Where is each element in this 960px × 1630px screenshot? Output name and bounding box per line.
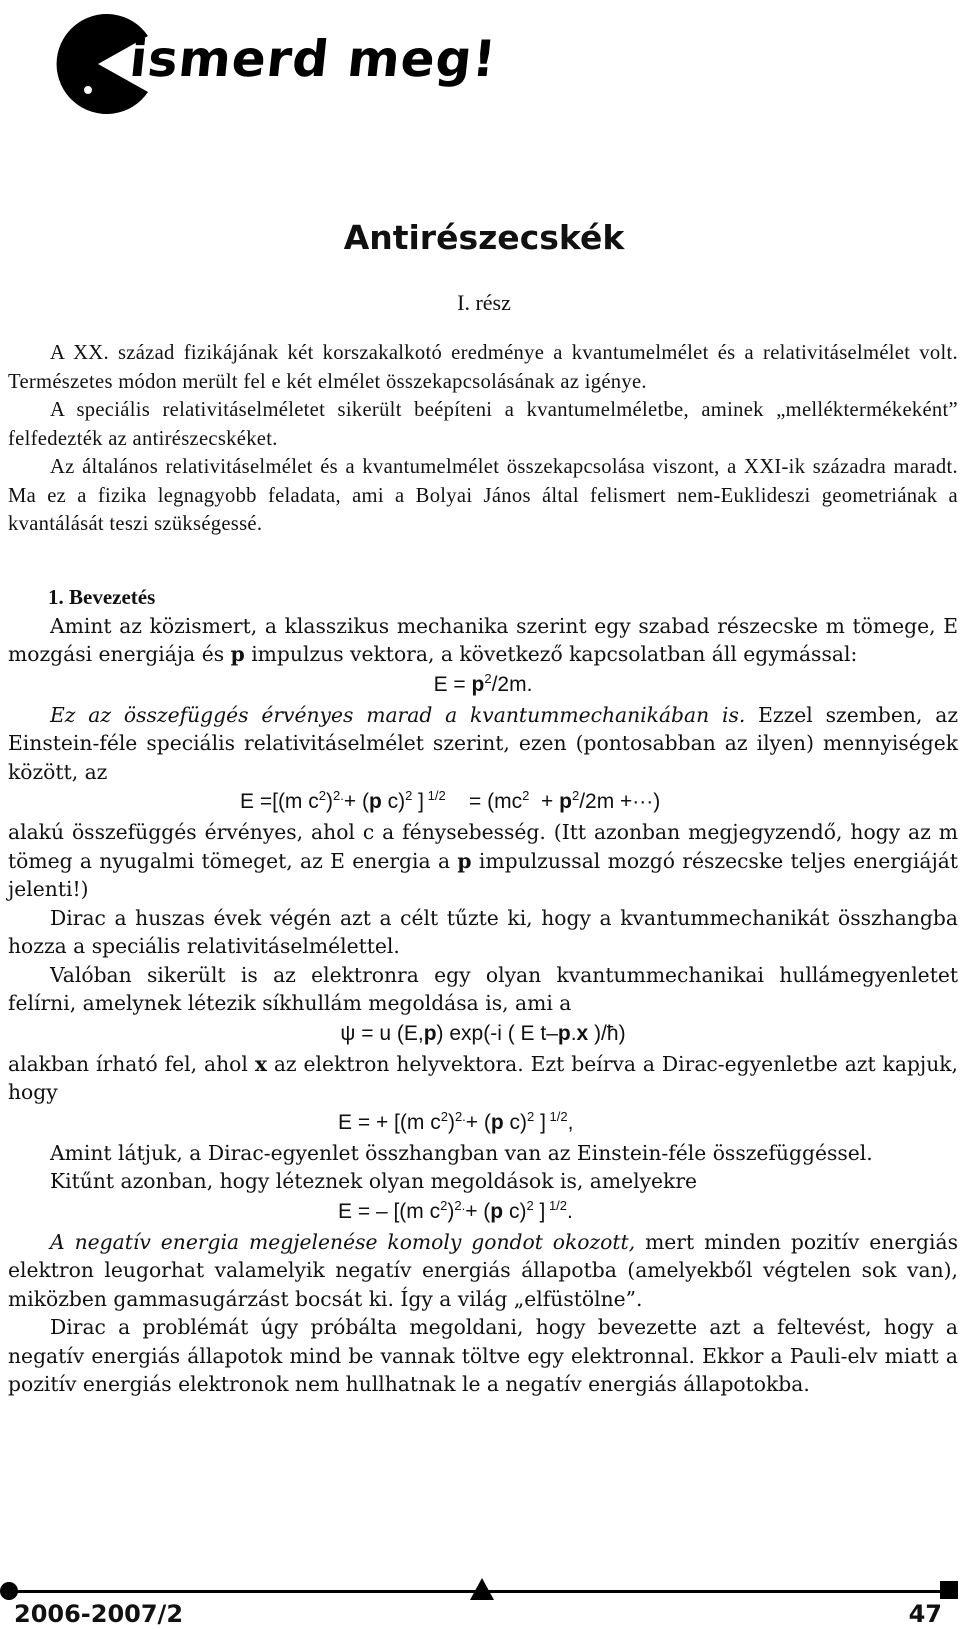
paragraph-9: A negatív energia megjelenése komoly gondot okozott, mert minden pozitív energiás elektron leugorhat valamelyik negatív energiás állapotba (amelyekből végtelen sok van), miközben gammasugárzást bocsát ki. Így a világ „elfüstölne”. (8, 1229, 958, 1311)
page-footer (0, 1578, 960, 1630)
paragraph-10: Dirac a problémát úgy próbálta megoldani, hogy bevezette azt a feltevést, hogy a negatív energiás állapotok mind be vannak töltve egy elektronnal. Ekkor a Pauli-elv miatt a pozitív energiás elektronok nem hullhatnak le a negatív energiás állapotokba. (8, 1315, 958, 1396)
paragraph-1: Amint az közismert, a klasszikus mechanika szerint egy szabad részecske m tömege, E mozgási energiája és p impulzus vektora, a következő kapcsolatban áll egymással: (8, 613, 958, 666)
magazine-logo (44, 14, 500, 114)
paragraph-5: Valóban sikerült is az elektronra egy olyan kvantummechanikai hullámegyenletet felírni, amelynek létezik síkhullám megoldása is, ami a (8, 962, 958, 1015)
equation-classical: $E = p^2/2m$. (433, 670, 533, 696)
page-number: 47 (908, 1600, 942, 1628)
equation-negative-energy: E = – [(m $c^2)^{2.}+ (p$ c)$^2$ ] $^{1/2}$. (338, 1197, 573, 1223)
paragraph-8: Kitűnt azonban, hogy léteznek olyan megoldások is, amelyekre (50, 1169, 698, 1193)
logo-text: ismerd meg! (126, 30, 500, 88)
paragraph-6: alakban írható fel, ahol x az elektron helyvektora. Ezt beírva a Dirac-egyenletbe azt kapjuk, hogy (8, 1051, 958, 1104)
equation-relativistic: E =[(m $c^2)^{2.}+ (p$ c)$^2$ ] $^{1/2}$ = ($mc^2 + p^2/2m$ +···) (240, 788, 661, 813)
paragraph-4: Dirac a huszas évek végén azt a célt tűzte ki, hogy a kvantummechanikát összhangba hozza a speciális relativitáselmélettel. (8, 905, 958, 958)
intro-paragraph-1: A XX. század fizikájának két korszakalkotó eredménye a kvantumelmélet és a relativitáselmélet volt. Természetes módon merült fel e két elmélet összekapcsolásának az igénye. (8, 342, 958, 393)
issue-number: 2006-2007/2 (14, 1600, 184, 1628)
square-icon (940, 1581, 958, 1599)
triangle-icon (470, 1578, 494, 1600)
paragraph-7: Amint látjuk, a Dirac-egyenlet összhangban van az Einstein-féle összefüggéssel. (50, 1140, 873, 1165)
circle-icon (0, 1582, 18, 1600)
article-subtitle: I. rész (457, 290, 511, 315)
section-heading: 1. Bevezetés (48, 584, 156, 609)
paragraph-2: Ez az összefüggés érvényes marad a kvantummechanikában is. Ezzel szemben, az Einstein-féle speciális relativitáselmélet szerint, ezen (pontosabban az ilyen) mennyiségek között, az (8, 702, 958, 784)
intro-paragraph-3: Az általános relativitáselmélet és a kvantumelmélet összekapcsolása viszont, a XXI-ik századra maradt. Ma ez a fizika legnagyobb feladata, ami a Bolyai János által felismert nem-Euklideszi geometriának a kvantálását teszi szükségessé. (8, 456, 958, 535)
article-body (8, 339, 958, 1399)
intro-block (8, 339, 958, 539)
article-title: Antirészecskék (343, 218, 625, 257)
intro-paragraph-2: A speciális relativitáselméletet sikerült beépíteni a kvantumelméletbe, aminek „melléktermékeként” felfedezték az antirészecskéket. (8, 399, 958, 450)
paragraph-3: alakú összefüggés érvényes, ahol c a fénysebesség. (Itt azonban megjegyzendő, hogy az m tömeg a nyugalmi tömeget, az E energia a p impulzussal mozgó részecske teljes energiáját jelenti!) (8, 820, 958, 901)
equation-plane-wave: ψ = u (E,p) exp(-i ( E t–p.x )/ħ) (340, 1021, 626, 1045)
equation-positive-energy: E = + [(m $c^2)^{2.}+ (p$ c)$^2$ ] $^{1/2}$, (338, 1108, 574, 1134)
